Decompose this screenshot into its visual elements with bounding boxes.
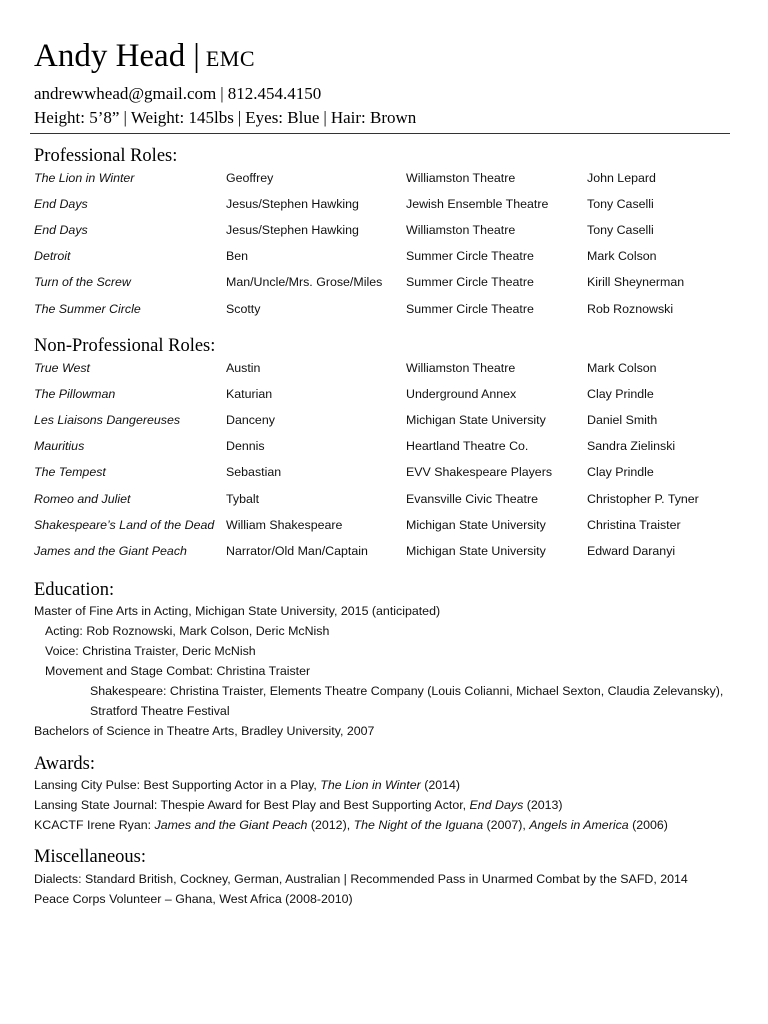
director: Tony Caselli — [587, 197, 654, 211]
director: Clay Prindle — [587, 465, 654, 479]
award-year: (2006) — [628, 818, 668, 832]
show-title: True West — [34, 361, 90, 375]
stats-separator: | — [323, 108, 327, 127]
contact-line — [34, 84, 321, 104]
venue: Michigan State University — [406, 413, 546, 427]
role-row — [0, 197, 768, 217]
role-row — [0, 171, 768, 191]
venue: Summer Circle Theatre — [406, 275, 534, 289]
show-title: Detroit — [34, 249, 71, 263]
show-title: The Pillowman — [34, 387, 116, 401]
venue: Michigan State University — [406, 518, 546, 532]
role-name: Katurian — [226, 387, 273, 401]
award-year: (2013) — [523, 798, 563, 812]
director: Rob Roznowski — [587, 302, 674, 316]
award-year: (2012), — [307, 818, 354, 832]
role-row — [0, 439, 768, 459]
venue: Williamston Theatre — [406, 171, 516, 185]
award-show: James and the Giant Peach — [154, 818, 308, 832]
director: Daniel Smith — [587, 413, 658, 427]
role-name: Dennis — [226, 439, 265, 453]
role-row — [0, 361, 768, 381]
education-shakespeare-teachers: Shakespeare: Christina Traister, Elements Theatre Company (Louis Colianni, Michael Sexton, Claudia Zelevansky), — [90, 684, 724, 698]
award-state-journal — [34, 798, 563, 812]
award-year: (2014) — [420, 778, 461, 792]
misc-peace-corps: Peace Corps Volunteer – Ghana, West Africa (2008-2010) — [34, 892, 353, 906]
award-show: End Days — [469, 798, 524, 812]
role-name: Geoffrey — [226, 171, 274, 185]
director: Mark Colson — [587, 361, 657, 375]
education-mfa: Master of Fine Arts in Acting, Michigan State University, 2015 (anticipated) — [34, 604, 441, 618]
award-text: KCACTF Irene Ryan: — [34, 818, 155, 832]
award-year: (2007), — [483, 818, 530, 832]
role-row — [0, 387, 768, 407]
award-show: Angels in America — [529, 818, 629, 832]
award-show: The Night of the Iguana — [353, 818, 484, 832]
show-title: End Days — [34, 223, 88, 237]
show-title: Les Liaisons Dangereuses — [34, 413, 181, 427]
director: Sandra Zielinski — [587, 439, 676, 453]
show-title: Turn of the Screw — [34, 275, 131, 289]
venue: Summer Circle Theatre — [406, 302, 534, 316]
height-stat: Height: 5’8” — [34, 108, 120, 127]
union-status: EMC — [205, 46, 256, 71]
role-row — [0, 465, 768, 485]
director: Christina Traister — [587, 518, 681, 532]
weight-stat: Weight: 145lbs — [130, 108, 234, 127]
award-text: Lansing State Journal: Thespie Award for Best Play and Best Supporting Actor, — [34, 798, 470, 812]
venue: Underground Annex — [406, 387, 517, 401]
venue: Heartland Theatre Co. — [406, 439, 529, 453]
role-name: Austin — [226, 361, 261, 375]
director: Edward Daranyi — [587, 544, 676, 558]
role-name: Narrator/Old Man/Captain — [226, 544, 368, 558]
venue: Jewish Ensemble Theatre — [406, 197, 549, 211]
role-name: Jesus/Stephen Hawking — [226, 223, 359, 237]
role-row — [0, 492, 768, 512]
award-show: The Lion in Winter — [320, 778, 421, 792]
role-name: Scotty — [226, 302, 261, 316]
email: andrewwhead@gmail.com — [34, 84, 217, 103]
resume-header — [34, 38, 255, 82]
hair-stat: Hair: Brown — [330, 108, 417, 127]
non-professional-roles-heading: Non-Professional Roles: — [34, 336, 216, 356]
misc-dialects: Dialects: Standard British, Cockney, German, Australian | Recommended Pass in Unarmed Combat by the SAFD, 2014 — [34, 872, 688, 886]
award-city-pulse — [34, 778, 460, 792]
phone: 812.454.4150 — [227, 84, 322, 103]
venue: Williamston Theatre — [406, 361, 516, 375]
eyes-stat: Eyes: Blue — [245, 108, 320, 127]
award-text: Lansing City Pulse: Best Supporting Actor in a Play, — [34, 778, 321, 792]
venue: Williamston Theatre — [406, 223, 516, 237]
show-title: The Tempest — [34, 465, 106, 479]
role-name: Tybalt — [226, 492, 260, 506]
show-title: End Days — [34, 197, 88, 211]
role-row — [0, 275, 768, 295]
actor-name: Andy Head — [34, 38, 186, 74]
role-name: Sebastian — [226, 465, 282, 479]
venue: Michigan State University — [406, 544, 546, 558]
role-row — [0, 302, 768, 322]
show-title: James and the Giant Peach — [34, 544, 187, 558]
role-name: William Shakespeare — [226, 518, 343, 532]
stats-separator: | — [237, 108, 242, 127]
education-shakespeare-continued: Stratford Theatre Festival — [90, 704, 230, 718]
education-movement-teachers: Movement and Stage Combat: Christina Traister — [45, 664, 311, 678]
stats-separator: | — [123, 108, 127, 127]
role-row — [0, 518, 768, 538]
role-row — [0, 249, 768, 269]
show-title: Shakespeare’s Land of the Dead — [34, 518, 215, 532]
award-irene-ryan — [34, 818, 668, 832]
professional-roles-heading: Professional Roles: — [34, 146, 178, 166]
director: Kirill Sheynerman — [587, 275, 685, 289]
director: Christopher P. Tyner — [587, 492, 699, 506]
show-title: Romeo and Juliet — [34, 492, 131, 506]
stats-line — [34, 108, 416, 128]
venue: Summer Circle Theatre — [406, 249, 534, 263]
director: Tony Caselli — [587, 223, 654, 237]
venue: EVV Shakespeare Players — [406, 465, 553, 479]
show-title: The Lion in Winter — [34, 171, 135, 185]
role-row — [0, 223, 768, 243]
education-voice-teachers: Voice: Christina Traister, Deric McNish — [45, 644, 256, 658]
venue: Evansville Civic Theatre — [406, 492, 538, 506]
role-row — [0, 544, 768, 564]
miscellaneous-heading: Miscellaneous: — [34, 847, 147, 867]
awards-heading: Awards: — [34, 754, 95, 774]
director: Mark Colson — [587, 249, 657, 263]
header-divider — [30, 133, 730, 134]
director: John Lepard — [587, 171, 656, 185]
name-separator: | — [193, 38, 200, 74]
show-title: Mauritius — [34, 439, 85, 453]
education-bs: Bachelors of Science in Theatre Arts, Bradley University, 2007 — [34, 724, 375, 738]
role-name: Jesus/Stephen Hawking — [226, 197, 359, 211]
contact-separator: | — [220, 84, 224, 103]
education-heading: Education: — [34, 580, 115, 600]
role-name: Danceny — [226, 413, 275, 427]
role-name: Man/Uncle/Mrs. Grose/Miles — [226, 275, 383, 289]
show-title: The Summer Circle — [34, 302, 141, 316]
role-name: Ben — [226, 249, 249, 263]
role-row — [0, 413, 768, 433]
director: Clay Prindle — [587, 387, 654, 401]
education-acting-teachers: Acting: Rob Roznowski, Mark Colson, Deric McNish — [45, 624, 330, 638]
